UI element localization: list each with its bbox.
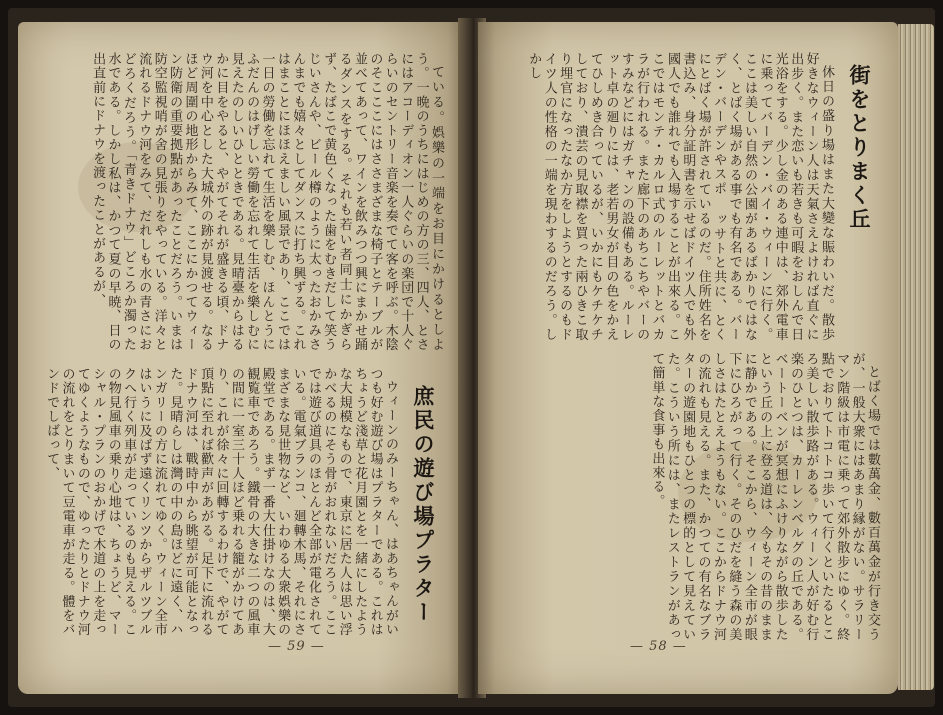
right-top-text: 休日の盛り場はまた大變な賑わいだ。散歩好きなウィーン人は天氣さえよければ直ぐに出步く。また恋いも若きも可暇をおしんで日光浴をする。少し金のある連中は、郊外電車に乗ってバーデン・バイ・ウィーンに行く。ここは美しい自然の公園があるばかりではなく、とばく場がある事でも有名である。バーデン・バーデンやスポ ッサトと共に、とくにとばく場が許されているのだ。住所姓名を書込み、身分証明書を示せばドイツ人でも外國人でも誰れでも入場することが出來る。ここではモンテ・カルロ式のルーレットとバカラが行われる。また廊下のあちこちやバーのすみなどにはガチャンの設備もある。ルーレット卓の廻りには、老若男女が目の色をかえてひしめき合っているが、いかにもケチケチしており、潰芸の見取襟を買った兩ひきこ取り埋官になったなか方をしようとするのもドイツ人の性格の一端を現わするのだろう。しかし (526, 52, 834, 342)
left-bottom-tier (36, 367, 444, 637)
left-top-tier (36, 52, 444, 352)
page-edges (898, 24, 934, 690)
left-bottom-text: ウィーンのみーちゃん、はあちゃんがいつも好む遊び場はプラターである。これはちょうど淺草と花月園とを一緒にしたような大規模なもので、東京に居た人は思い浮かべるのにそう骨がおれないだろう。ここでは遊び道具のほとんど全部が電化されている。電氣ブランコ、廻轉木馬、それにさまざまな見世物など、いわゆる大衆娯樂の殿堂である。まず一番大仕掛けなのは、大観覧車であろう。鐵骨の大きな二つの風車の間に一室三十人ほど乗れる籠がかけてあり、これが徐々に回轉するわけで、やがて頂點に至れば歡声があがる。足下に流れるドナウ河は、戰時中から眺望が可能となった。見晴らしは灣の中の島ほどに遠く、ハンガリーの方に流れてゆく。ウィーン全市はいうに及ばず遠くリンツからザルツブルクへ行く列車が走っているのも見える。この物見風車の乗り心地は、ちょうど、マーシャル・プランのおかげで木道の上を走ってゆくようなもので、ゆったりとドナウ河の流れをとりまいて豆電車が走る。體をバンドでしばって、 (44, 367, 398, 637)
book-spread (8, 8, 935, 707)
page-number-58: — 58 — (630, 639, 687, 654)
right-bottom-tier (504, 352, 880, 642)
left-page (18, 22, 466, 694)
right-page (478, 22, 898, 694)
left-top-text: ている。娯樂の一端をお目にかけるとしよう。一晩のうちにはじめの方の三、四人、とさにはアコーディオン一人ぐらいの楽団で十人ぐらいのセントリー音楽を奏でて客を呼ぶ。木陰のそこここにはささまざまな椅子とテーブルが並べてあって、ワインを飲みつつ興にまかせ踊るダンスをする。それも若い者同士にかぎらず、たばこで黄色くなった歯をむきだして笑うじいさんや、ビール樽のように太ったおかみさんまでも嬉々としてダンスに打ち興ずる。これはまことにほほえましい風景であり、ここでは一日の勞働を忘れて生活を樂しむ、ほんとうにふだんのはげしい勞働を忘れて生活を樂しむに見えたのしいひとときである。見晴臺からはるかに目をやると、やがてそれが盛きる頃、ドナウ河を中心とした大城外の跡が見渡せる。なるほど周圍の地形からみて、ここにかつてウィーン防衛の重要拠點があったことだろう。いまは防空監視哨が舍の見張りをやっている。洋々と流れるドナウ河をみて、だれしも水の青さにおどろくだろう。「青きドナウ」どころか濁った水である。しかし私は、かつて夏の早暁、日の出直前にドナウを渡ったことがあるが、 (90, 52, 444, 352)
section-heading-hills: 街をとりまく丘 (847, 64, 871, 232)
page-number-59: — 59 — (268, 639, 325, 654)
right-bottom-text: とばく場では數萬金、數百萬金が行き交うが、一般大衆にはあまり縁がない。サラリーマン階級は市電に乗って郊外散步にゆく。終點でおりてトコトコ歩いて行くといたるところ美しい散歩路がある。ウィーン人が好む行楽のひとつは、カーレンベルグの丘である。ベートーベンが冥想にふけりながら散歩したという丘の上に登る道は、今もその昔のままに静かである。そこから、ウィーン全市が眼下にひろがって行く。そのひだを縫う森の美しさはたとえようもない。ここからドナウ河の流れも見える。また、かつての有名なブラターの遊園地もひとつの標的として見えていた。こういう所には、またレストランがあって簡単な食事も出來る。 (649, 352, 880, 642)
section-heading-plater: 庶民の遊び場プラター (411, 385, 435, 625)
right-top-tier (504, 52, 880, 342)
